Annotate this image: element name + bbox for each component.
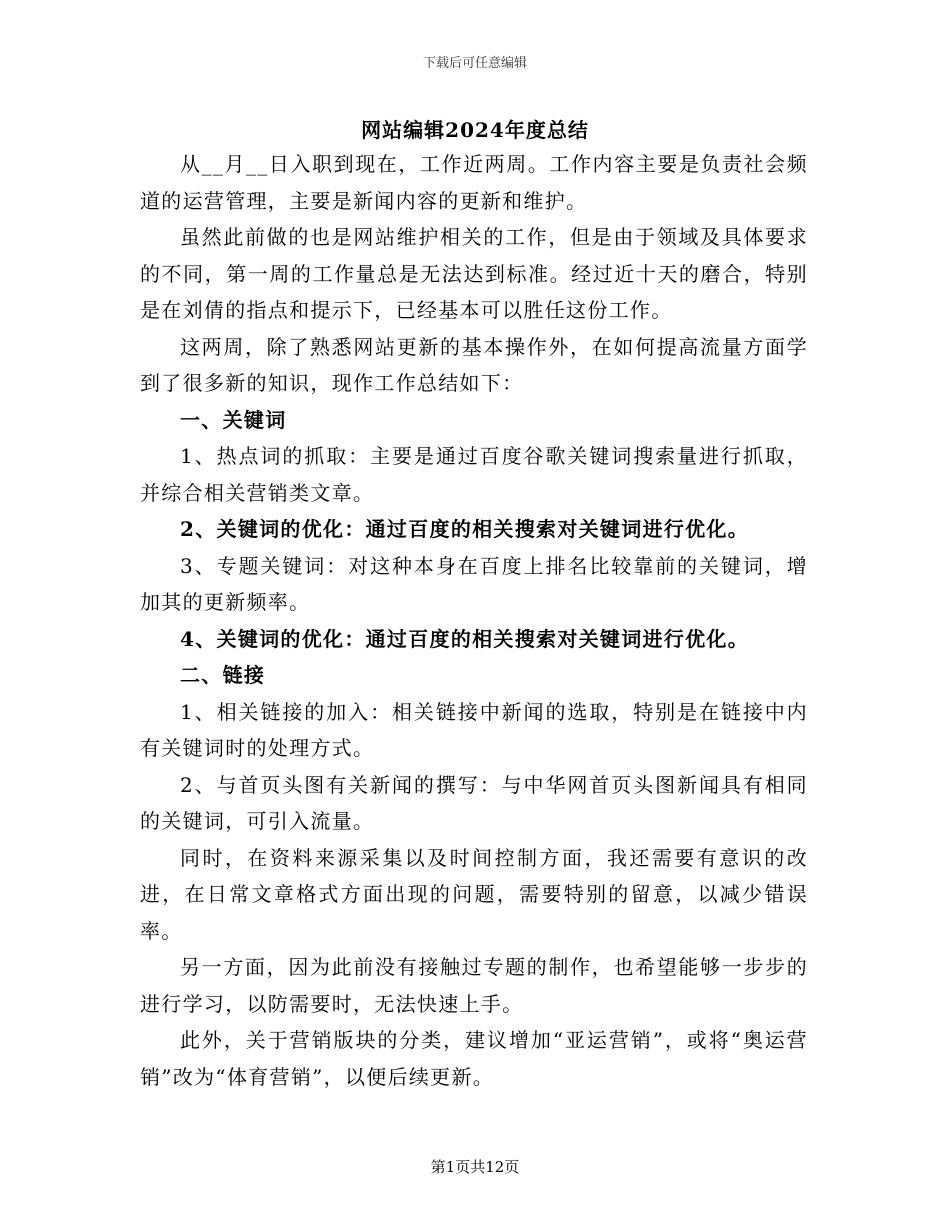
paragraph: 1、相关链接的加入：相关链接中新闻的选取，特别是在链接中内有关键词时的处理方式。: [140, 699, 808, 760]
paragraph: 此外，关于营销版块的分类，建议增加“亚运营销”，或将“奥运营销”改为“体育营销”，以便后续更新。: [140, 1028, 808, 1089]
paragraph: 另一方面，因为此前没有接触过专题的制作，也希望能够一步步的进行学习，以防需要时，无法快速上手。: [140, 955, 808, 1016]
paragraph: 2、与首页头图有关新闻的撰写：与中华网首页头图新闻具有相同的关键词，可引入流量。: [140, 772, 808, 833]
paragraph-bold: 2、关键词的优化：通过百度的相关搜索对关键词进行优化。: [180, 517, 750, 541]
header-note: 下载后可任意编辑: [422, 56, 527, 71]
paragraph-bold: 4、关键词的优化：通过百度的相关搜索对关键词进行优化。: [180, 626, 750, 651]
document-title: 网站编辑2024年度总结: [361, 118, 589, 142]
section-heading: 一、关键词: [180, 407, 287, 432]
paragraph: 虽然此前做的也是网站维护相关的工作，但是由于领域及具体要求的不同，第一周的工作量总是无法达到标准。经过近十天的磨合，特别是在刘倩的指点和提示下，已经基本可以胜任这份工作。: [140, 225, 808, 322]
document-body: [140, 146, 808, 1095]
page-footer: 第1页共12页: [430, 1158, 520, 1176]
paragraph: 从__月__日入职到现在，工作近两周。工作内容主要是负责社会频道的运营管理，主要是新闻内容的更新和维护。: [140, 152, 808, 213]
section-heading: 二、链接: [180, 663, 266, 687]
paragraph: 这两周，除了熟悉网站更新的基本操作外，在如何提高流量方面学到了很多新的知识，现作工作总结如下：: [140, 334, 808, 395]
paragraph: 1、热点词的抓取：主要是通过百度谷歌关键词搜索量进行抓取，并综合相关营销类文章。: [140, 444, 808, 505]
paragraph: 3、专题关键词：对这种本身在百度上排名比较靠前的关键词，增加其的更新频率。: [140, 553, 808, 614]
paragraph: 同时，在资料来源采集以及时间控制方面，我还需要有意识的改进，在日常文章格式方面出现的问题，需要特别的留意，以减少错误率。: [140, 845, 808, 943]
